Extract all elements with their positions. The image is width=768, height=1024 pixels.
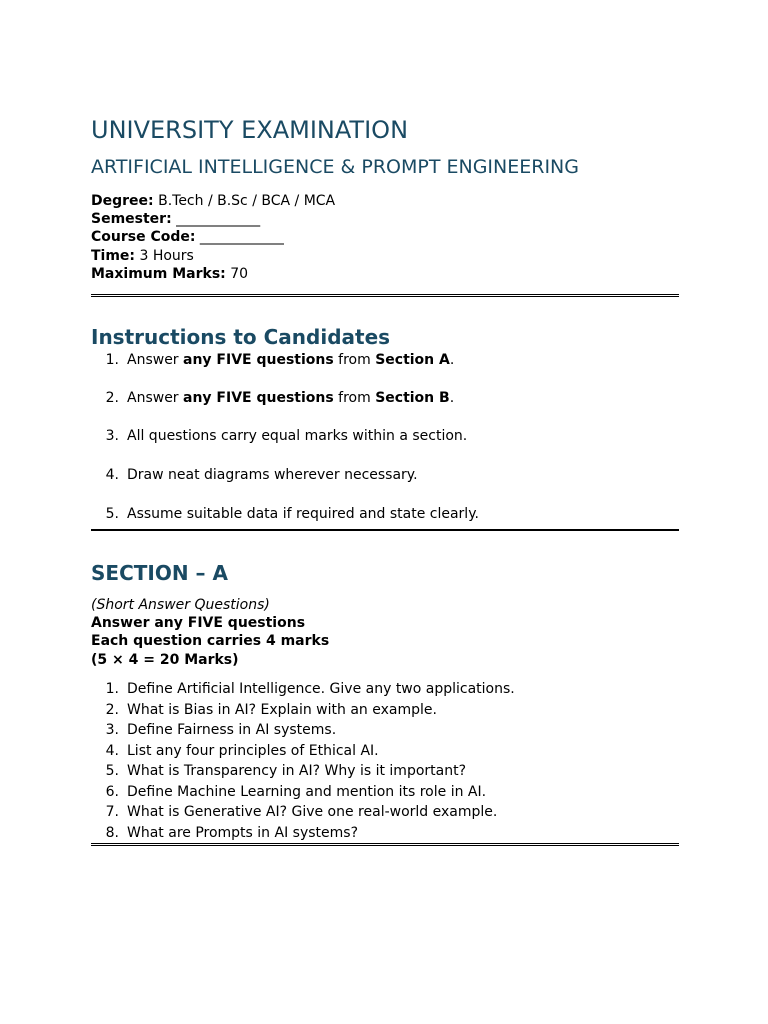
question-item [83, 761, 515, 782]
max-marks-row [91, 265, 335, 283]
exam-title: UNIVERSITY EXAMINATION [91, 116, 409, 144]
time-label: Time: [91, 247, 136, 264]
question-item [83, 700, 515, 721]
question-number: 4. [105, 742, 119, 759]
course-code-label: Course Code: [91, 229, 196, 246]
question-item [83, 720, 515, 741]
section-a-instruction: Answer any FIVE questions [91, 615, 306, 632]
instruction-number: 4. [105, 467, 119, 483]
question-text: What is Bias in AI? Explain with an example. [127, 701, 437, 718]
degree-label: Degree: [91, 193, 154, 209]
instruction-number: 3. [105, 428, 119, 444]
question-item [83, 802, 515, 823]
question-number: 6. [105, 783, 119, 800]
instruction-text: Answer [127, 390, 184, 406]
semester-row [91, 210, 335, 228]
instruction-text: Draw neat diagrams wherever necessary. [127, 467, 418, 483]
question-text: Define Artificial Intelligence. Give any two applications. [127, 681, 515, 697]
question-text: Define Fairness in AI systems. [127, 722, 337, 738]
question-item [83, 741, 515, 762]
course-code-row [91, 228, 335, 246]
exam-details [91, 192, 335, 283]
instruction-number: 1. [105, 352, 119, 368]
max-marks-label: Maximum Marks: [91, 265, 226, 282]
instruction-item [83, 352, 454, 372]
question-text: What is Generative AI? Give one real-world example. [127, 804, 498, 820]
instruction-text: All questions carry equal marks within a section. [127, 428, 468, 444]
question-item [83, 782, 515, 803]
instructions-heading: Instructions to Candidates [91, 325, 391, 349]
max-marks-value: 70 [225, 265, 249, 282]
instruction-item [83, 390, 454, 410]
section-a-marks-total: (5 × 4 = 20 Marks) [91, 651, 239, 668]
section-a-heading: SECTION – A [91, 561, 228, 585]
instruction-text: from [333, 390, 376, 406]
instruction-number: 5. [105, 506, 119, 522]
section-a-divider [91, 843, 679, 846]
time-row [91, 247, 335, 265]
section-a-questions [91, 679, 515, 843]
course-code-value: ____________ [195, 229, 284, 246]
instructions-divider [91, 529, 679, 531]
instruction-text: any FIVE questions [183, 390, 334, 406]
question-number: 1. [105, 681, 119, 697]
question-number: 7. [105, 804, 119, 820]
header-divider [91, 294, 679, 297]
section-a-marks-each: Each question carries 4 marks [91, 633, 330, 650]
section-a-subheading: (Short Answer Questions) [91, 597, 270, 613]
question-number: 5. [105, 763, 119, 779]
instruction-text: Assume suitable data if required and state clearly. [127, 506, 479, 522]
instruction-text: . [449, 390, 455, 406]
question-text: Define Machine Learning and mention its role in AI. [127, 783, 487, 800]
time-value: 3 Hours [135, 247, 194, 264]
instruction-text: any FIVE questions [183, 352, 334, 368]
question-text: What is Transparency in AI? Why is it important? [127, 763, 467, 779]
course-title: ARTIFICIAL INTELLIGENCE & PROMPT ENGINEERING [91, 156, 579, 178]
question-number: 2. [105, 701, 119, 718]
instruction-item [83, 506, 479, 526]
question-item [83, 823, 515, 844]
question-number: 3. [105, 722, 119, 738]
instruction-item [83, 428, 467, 448]
degree-value: B.Tech / B.Sc / BCA / MCA [153, 193, 336, 209]
semester-value: ____________ [171, 211, 261, 228]
instruction-text: . [449, 352, 455, 368]
question-text: What are Prompts in AI systems? [127, 824, 358, 841]
question-text: List any four principles of Ethical AI. [127, 742, 379, 759]
instruction-item [83, 467, 418, 487]
instruction-text: Answer [127, 352, 184, 368]
instruction-number: 2. [105, 390, 119, 406]
section-a-notes [91, 596, 329, 669]
degree-row [91, 192, 335, 210]
question-item [83, 679, 515, 700]
instruction-text: Section B [375, 390, 450, 406]
question-number: 8. [105, 824, 119, 841]
instruction-text: from [333, 352, 376, 368]
instruction-text: Section A [375, 352, 450, 368]
semester-label: Semester: [91, 211, 172, 228]
